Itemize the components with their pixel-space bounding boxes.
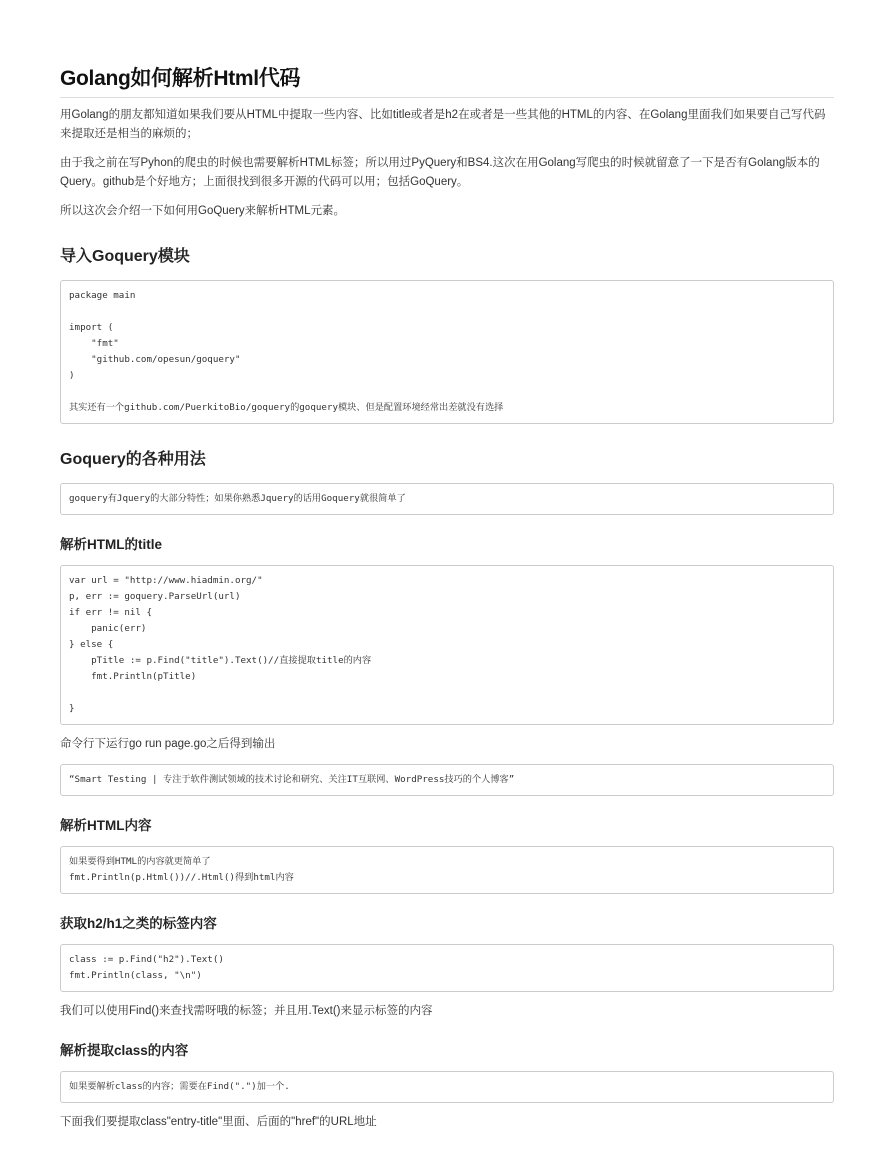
code-block-output: “Smart Testing | 专注于软件测试领域的技术讨论和研究、关注IT互联网、WordPress技巧的个人博客” (60, 764, 834, 796)
section-heading-h2: 获取h2/h1之类的标签内容 (60, 916, 217, 931)
section-heading-title: 解析HTML的title (60, 537, 162, 552)
intro-paragraph-2: 由于我之前在写Pyhon的爬虫的时候也需要解析HTML标签；所以用过PyQuery和BS4.这次在用Golang写爬虫的时候就留意了一下是否有Golang版本的Query。github是个好地方；上面很找到很多开源的代码可以用；包括GoQuery。 (60, 157, 820, 188)
section-heading-class: 解析提取class的内容 (60, 1043, 189, 1058)
section-heading-usage: Goquery的各种用法 (60, 451, 206, 468)
intro-paragraph-1: 用Golang的朋友都知道如果我们要从HTML中提取一些内容、比如title或者是h2在或者是一些其他的HTML的内容、在Golang里面我们如果要自己写代码来提取还是相当的麻烦的； (60, 109, 826, 140)
code-block-class: 如果要解析class的内容；需要在Find(".")加一个. (60, 1071, 834, 1103)
code-block-h2: class := p.Find("h2").Text() fmt.Println(class, "\n") (60, 944, 834, 992)
code-block-title: var url = "http://www.hiadmin.org/" p, err := goquery.ParseUrl(url) if err != nil { panic(err) } else { pTitle := p.Find("title").Text()//直接提取title的内容 fmt.Println(pTitle) } (60, 565, 834, 725)
paragraph-class-href: 下面我们要提取class"entry-title"里面、后面的"href"的URL地址 (60, 1116, 377, 1128)
paragraph-find-text: 我们可以使用Find()来查找需呀哦的标签；并且用.Text()来显示标签的内容 (60, 1005, 433, 1017)
section-heading-import: 导入Goquery模块 (60, 248, 190, 265)
code-block-usage: goquery有Jquery的大部分特性；如果你熟悉Jquery的话用Goquery就很简单了 (60, 483, 834, 515)
intro-paragraph-3: 所以这次会介绍一下如何用GoQuery来解析HTML元素。 (60, 205, 345, 217)
code-block-import: package main import ( "fmt" "github.com/opesun/goquery" ) 其实还有一个github.com/PuerkitoBio/goquery的goquery模块、但是配置环境经常出差就没有选择 (60, 280, 834, 424)
code-block-html: 如果要得到HTML的内容就更简单了 fmt.Println(p.Html())//.Html()得到html内容 (60, 846, 834, 894)
page-title: Golang如何解析Html代码 (60, 62, 834, 98)
paragraph-run-output: 命令行下运行go run page.go之后得到输出 (60, 738, 276, 750)
section-heading-html: 解析HTML内容 (60, 818, 152, 833)
